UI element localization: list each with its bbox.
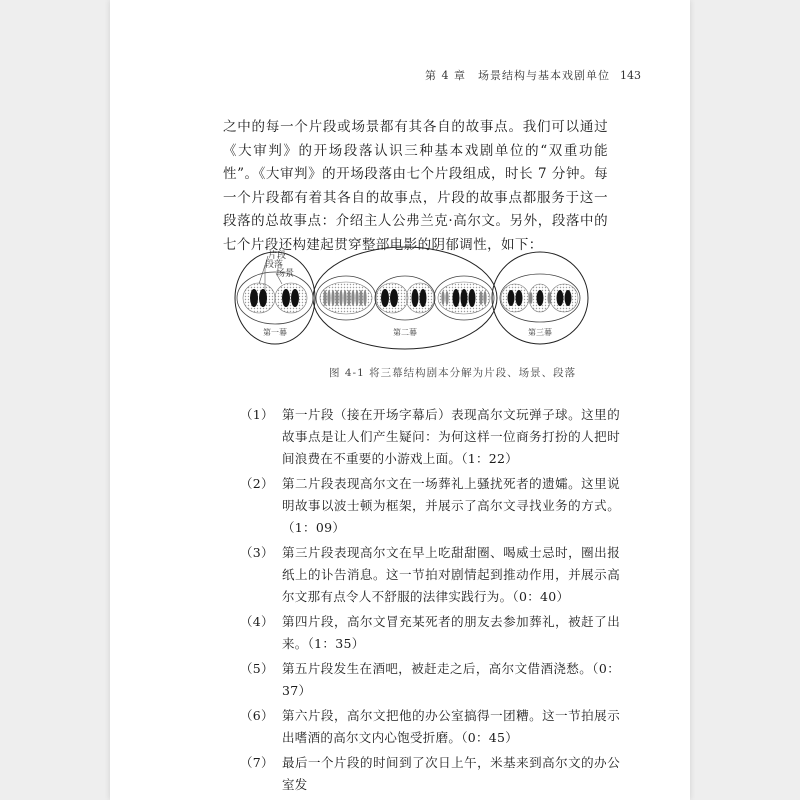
list-text: 第三片段表现高尔文在早上吃甜甜圈、喝威士忌时，圈出报纸上的讣告消息。这一节拍对剧情起到推动作用，并展示高尔文那有点令人不舒服的法律实践行为。（0：40）	[282, 545, 620, 604]
segment-list	[240, 404, 620, 799]
list-number: （6）	[240, 708, 274, 723]
list-number: （4）	[240, 614, 274, 629]
running-head	[425, 67, 645, 83]
segment-mark	[565, 290, 572, 306]
chapter-title: 第 4 章 场景结构与基本戏剧单位	[425, 69, 610, 82]
scene-label: 场景	[276, 269, 295, 279]
list-text: 第四片段，高尔文冒充某死者的朋友去参加葬礼，被赶了出来。（1：35）	[282, 614, 620, 651]
segment-mark	[259, 289, 267, 307]
segment-mark	[420, 289, 427, 307]
list-number: （3）	[240, 545, 274, 560]
sequence-label: 段落	[265, 260, 284, 270]
act-1-label: 第一幕	[263, 328, 287, 337]
list-text: 第六片段，高尔文把他的办公室搞得一团糟。这一节拍展示出嗜酒的高尔文内心饱受折磨。（0：45）	[282, 708, 620, 745]
list-text: 最后一个片段的时间到了次日上午，米基来到高尔文的办公室发	[282, 755, 620, 792]
list-number: （7）	[240, 755, 274, 770]
body-paragraph: 之中的每一个片段或场景都有其各自的故事点。我们可以通过《大审判》的开场段落认识三种基本戏剧单位的“双重功能性”。《大审判》的开场段落由七个片段组成，时长 7 分钟。每一个片段都有着其各自的故事点，片段的故事点都服务于这一段落的总故事点：介绍主人公弗兰克·高尔文。另外，段落中的七个片段还构建起贯穿整部电影的阴郁调性，如下：	[223, 119, 608, 253]
list-text: 第五片段发生在酒吧，被赶走之后，高尔文借酒浇愁。（0：37）	[282, 661, 620, 698]
figure-caption: 图 4-1 将三幕结构剧本分解为片段、场景、段落	[329, 367, 577, 379]
body-text	[223, 116, 608, 257]
list-item	[240, 542, 620, 608]
list-item	[240, 752, 620, 796]
segment-mark	[557, 290, 564, 306]
scene-ellipse	[501, 284, 529, 312]
diagram-svg	[232, 238, 597, 358]
segment-mark	[282, 289, 290, 307]
page-number: 143	[620, 69, 641, 82]
list-text: 第一片段（接在开场字幕后）表现高尔文玩弹子球。这里的故事点是让人们产生疑问：为何这样一位商务打扮的人把时间浪费在不重要的小游戏上面。（1：22）	[282, 407, 620, 466]
segment-mark	[412, 289, 419, 307]
segment-mark	[291, 289, 299, 307]
segment-mark	[390, 289, 398, 307]
list-item	[240, 611, 620, 655]
act-2-label: 第二幕	[393, 328, 417, 337]
list-item	[240, 404, 620, 470]
list-item	[240, 705, 620, 749]
segment-label: 片段	[268, 251, 287, 261]
list-item	[240, 658, 620, 702]
segment-mark	[537, 290, 544, 306]
segment-mark	[250, 289, 258, 307]
list-number: （2）	[240, 476, 274, 491]
segment-mark	[508, 290, 515, 306]
list-item	[240, 473, 620, 539]
scene-ellipse	[550, 284, 578, 312]
three-act-diagram	[232, 238, 597, 358]
segment-mark	[381, 289, 389, 307]
segment-mark	[469, 289, 476, 307]
list-text: 第二片段表现高尔文在一场葬礼上骚扰死者的遗孀。这里说明故事以波士顿为框架，并展示了高尔文寻找业务的方式。（1：09）	[282, 476, 620, 535]
segment-mark	[453, 289, 460, 307]
list-number: （5）	[240, 661, 274, 676]
list-number: （1）	[240, 407, 274, 422]
act-3-label: 第三幕	[528, 328, 552, 337]
segment-mark	[516, 290, 523, 306]
segment-mark	[461, 289, 468, 307]
